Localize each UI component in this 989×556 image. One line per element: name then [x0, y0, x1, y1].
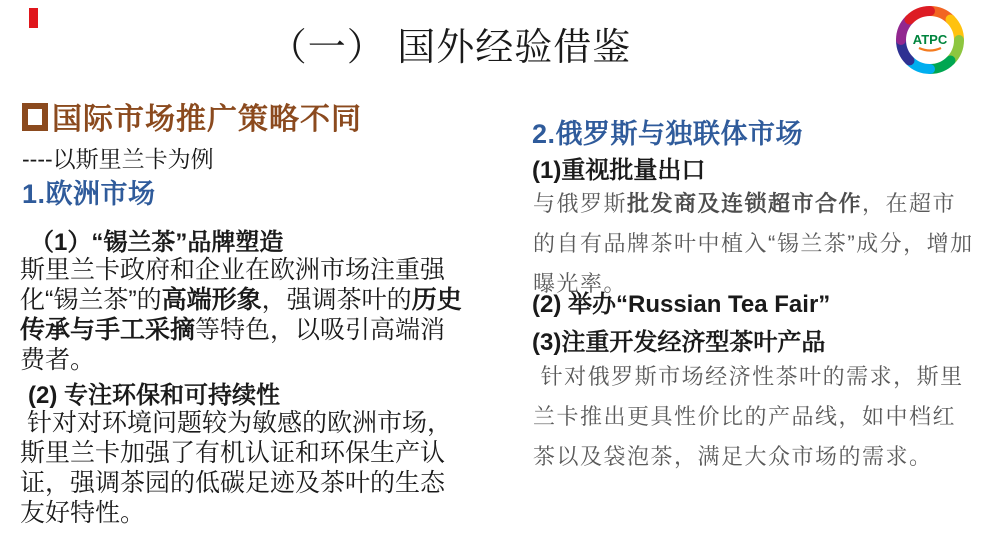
- text-run: 等特色，以吸引高端消费者。: [20, 316, 446, 374]
- bold-text-run: 批发商及连锁超市合作: [627, 191, 863, 216]
- point-1-2-title: (2) 专注环保和可持续性: [28, 382, 280, 409]
- text-run: 斯里兰卡政府和企业在欧洲市场注重强化“锡兰茶”的: [20, 256, 446, 314]
- point-2-1-title: (1)重视批量出口: [532, 157, 706, 184]
- text-run: ，强调茶叶的: [261, 286, 412, 314]
- section-2-title: 2.俄罗斯与独联体市场: [532, 119, 804, 149]
- left-heading: [22, 94, 362, 138]
- text-run: 与俄罗斯: [533, 191, 628, 216]
- point-1-2-body: 针对对环境问题较为敏感的欧洲市场，斯里兰卡加强了有机认证和环保生产认证，强调茶园的低碳足迹及茶叶的生态友好特性。: [20, 409, 452, 527]
- point-2-2-title: (2) 举办“Russian Tea Fair”: [532, 291, 831, 318]
- point-1-1-body: [20, 255, 464, 375]
- bold-text-run: 历史传承与手工采摘: [20, 286, 462, 344]
- left-subheading: ----以斯里兰卡为例: [22, 146, 214, 172]
- slide-title: （一） 国外经验借鉴: [268, 27, 632, 69]
- point-2-3-title: (3)注重开发经济型茶叶产品: [532, 329, 826, 356]
- square-bullet-icon: [22, 103, 48, 131]
- bold-text-run: 高端形象: [161, 286, 262, 314]
- text-run: ，在超市的自有品牌茶叶中植入“锡兰茶”成分，增加曝光率。: [533, 191, 974, 296]
- point-1-1-title: （1）“锡兰茶”品牌塑造: [30, 229, 284, 256]
- atpc-logo-text: ATPC: [912, 32, 948, 47]
- section-1-title: 1.欧洲市场: [22, 179, 156, 209]
- left-heading-label: 国际市场推广策略不同: [52, 103, 362, 136]
- point-2-3-body: 针对俄罗斯市场经济性茶叶的需求，斯里兰卡推出更具性价比的产品线，如中档红茶以及袋泡茶，满足大众市场的需求。: [533, 364, 964, 469]
- atpc-logo: [896, 6, 964, 74]
